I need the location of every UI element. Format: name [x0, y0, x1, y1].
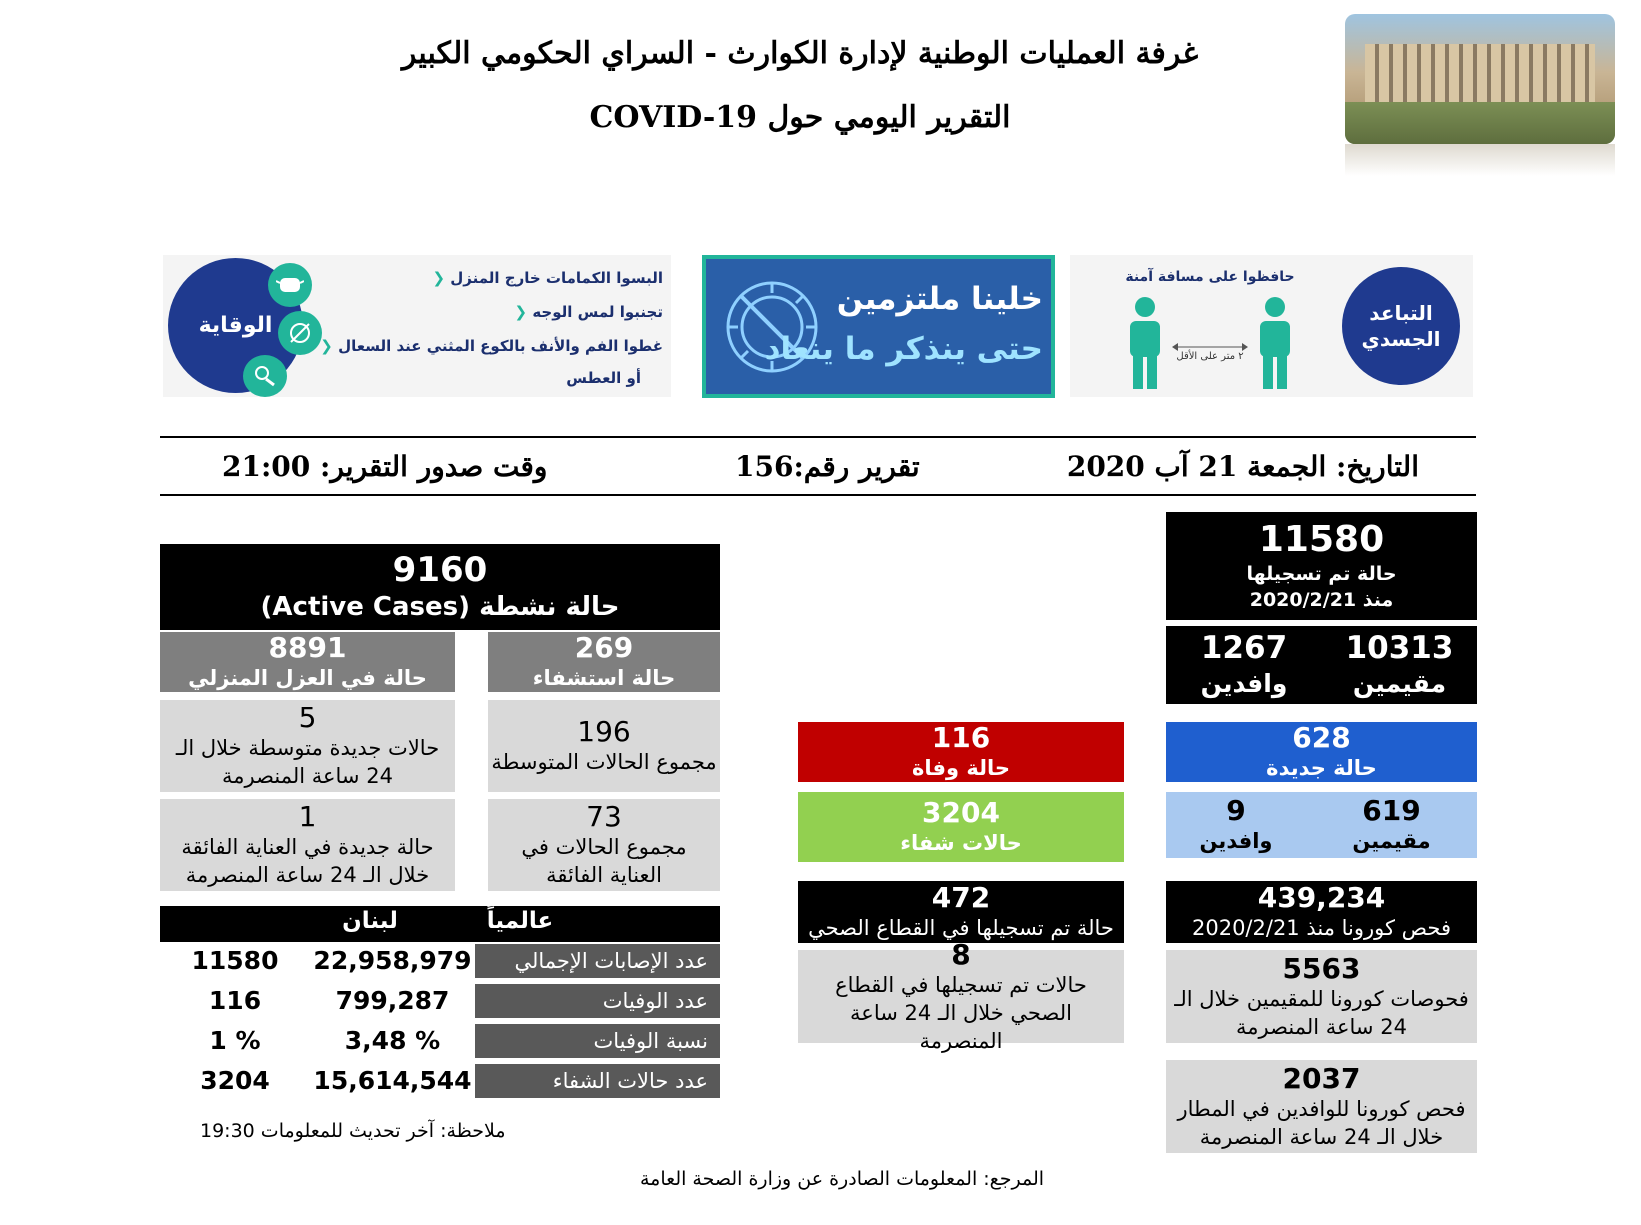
comparison-row — [160, 1064, 720, 1098]
home-isolation-label: حالة في العزل المنزلي — [188, 666, 427, 690]
total-cases-value: 11580 — [1258, 519, 1385, 560]
icu-total-value: 73 — [586, 800, 622, 833]
report-title: غرفة العمليات الوطنية لإدارة الكوارث - السراي الحكومي الكبير — [401, 36, 1199, 71]
palace-photo-reflection — [1345, 144, 1615, 176]
comparison-row-lebanon: 116 — [208, 986, 262, 1015]
tests-airport-label: فحص كورونا للوافدين في المطار خلال الـ 24 ساعة المنصرمة — [1177, 1096, 1466, 1149]
new-breakdown-box — [1166, 792, 1477, 858]
total-cases-since: منذ 2020/2/21 — [1249, 589, 1394, 611]
new-cases-box — [1166, 722, 1477, 782]
distancing-circle — [1342, 267, 1460, 385]
total-residents — [1322, 626, 1477, 704]
comparison-row-world: 15,614,544 — [313, 1066, 472, 1095]
total-arrivals — [1166, 626, 1322, 704]
prevention-item-face: تجنبوا لمس الوجه ❮ — [514, 303, 663, 321]
total-cases-box — [1166, 512, 1477, 620]
comparison-row-lebanon: 3204 — [200, 1066, 270, 1095]
distancing-caption: حافظوا على مسافة آمنة — [1125, 269, 1295, 285]
new-residents-label: مقيمين — [1352, 829, 1431, 853]
comparison-row-label: عدد الوفيات — [475, 984, 720, 1018]
tests-total-box — [1166, 881, 1477, 943]
moderate-total-value: 196 — [577, 715, 631, 748]
new-residents-value: 619 — [1362, 794, 1421, 827]
moderate-new-label: حالات جديدة متوسطة خلال الـ 24 ساعة المنصرمة — [175, 736, 440, 788]
total-residents-value: 10313 — [1345, 630, 1454, 666]
comparison-row-lebanon: 11580 — [191, 946, 279, 975]
commitment-line2: حتى ينذكر ما ينعاد — [764, 331, 1043, 367]
recovered-label: حالات شفاء — [900, 831, 1022, 855]
tests-residents-value: 5563 — [1282, 951, 1361, 985]
comparison-row — [160, 944, 720, 978]
total-residents-label: مقيمين — [1352, 669, 1447, 698]
active-cases-label: حالة نشطة (Active Cases) — [260, 592, 620, 622]
total-cases-label: حالة تم تسجيلها — [1246, 563, 1397, 585]
prevention-item-cough: غطوا الفم والأنف بالكوع المثني عند السعال ❮ — [320, 337, 663, 355]
tests-residents-box — [1166, 950, 1477, 1043]
col-world: عالمياً — [486, 908, 554, 934]
icu-new-label: حالة جديدة في العناية الفائقة خلال الـ 24 ساعة المنصرمة — [181, 835, 434, 887]
palace-photo — [1345, 14, 1615, 144]
distancing-circle-line2: الجسدي — [1361, 327, 1441, 351]
chevron-icon: ❮ — [432, 269, 446, 287]
comparison-row-world: 799,287 — [335, 986, 450, 1015]
new-cases-value: 628 — [1292, 721, 1351, 754]
report-time: وقت صدور التقرير: 21:00 — [222, 450, 548, 483]
icu-new-value: 1 — [298, 800, 317, 833]
distance-arrow-icon — [1172, 337, 1248, 347]
moderate-new-box — [160, 700, 455, 792]
health-sector-value: 472 — [931, 881, 991, 914]
divider-bottom — [160, 494, 1476, 496]
comparison-row-label: عدد الإصابات الإجمالي — [475, 944, 720, 978]
hospital-label: حالة استشفاء — [532, 666, 676, 690]
hospital-value: 269 — [574, 631, 634, 664]
source-note: المرجع: المعلومات الصادرة عن وزارة الصحة العامة — [640, 1168, 1045, 1190]
divider-top — [160, 436, 1476, 438]
chevron-icon: ❮ — [320, 337, 333, 355]
comparison-row-world: 3,48 % — [344, 1026, 441, 1055]
total-arrivals-label: وافدين — [1200, 669, 1288, 698]
total-breakdown-box — [1166, 626, 1477, 704]
icu-total-label: مجموع الحالات في العناية الفائقة — [521, 835, 687, 887]
comparison-row — [160, 1024, 720, 1058]
prevention-circle-label: الوقاية — [198, 313, 273, 338]
new-cases-label: حالة جديدة — [1266, 756, 1377, 780]
comparison-row-lebanon: 1 % — [209, 1026, 261, 1055]
health-sector-label: حالة تم تسجيلها في القطاع الصحي — [808, 916, 1114, 940]
icu-total-box — [488, 799, 720, 891]
tests-residents-label: فحوصات كورونا للمقيمين خلال الـ 24 ساعة المنصرمة — [1174, 986, 1469, 1039]
new-arrivals-label: وافدين — [1199, 829, 1273, 853]
hospital-box — [488, 632, 720, 692]
recovered-box — [798, 792, 1124, 862]
comparison-header — [160, 906, 720, 942]
moderate-total-label: مجموع الحالات المتوسطة — [491, 750, 717, 774]
health-sector-new-value: 8 — [951, 937, 971, 971]
commitment-banner — [702, 255, 1055, 398]
prevention-item-masks: البسوا الكمامات خارج المنزل ❮ — [432, 269, 663, 287]
health-sector-new-label: حالات تم تسجيلها في القطاع الصحي خلال الـ 24 ساعة المنصرمة — [835, 972, 1087, 1053]
moderate-total-box — [488, 700, 720, 792]
col-lebanon: لبنان — [342, 908, 398, 934]
icu-new-box — [160, 799, 455, 891]
report-number: تقرير رقم:156 — [735, 450, 920, 483]
prevention-banner — [163, 255, 671, 397]
tests-airport-value: 2037 — [1282, 1061, 1361, 1095]
tests-total-label: فحص كورونا منذ 2020/2/21 — [1191, 916, 1451, 940]
chevron-icon: ❮ — [514, 303, 528, 321]
health-sector-box — [798, 881, 1124, 943]
active-cases-box — [160, 544, 720, 630]
cough-elbow-icon — [243, 355, 287, 397]
deaths-label: حالة وفاة — [911, 756, 1011, 780]
new-arrivals-value: 9 — [1226, 794, 1246, 827]
no-touch-face-icon — [278, 311, 322, 355]
person-right-icon — [1250, 295, 1300, 391]
prevention-item-sneeze: أو العطس — [566, 369, 641, 387]
recovered-value: 3204 — [922, 796, 1000, 829]
comparison-row — [160, 984, 720, 1018]
commitment-line1: خلينا ملتزمين — [836, 281, 1043, 317]
distance-label: ٢ متر على الأقل — [1176, 351, 1244, 362]
distancing-banner — [1070, 255, 1473, 397]
moderate-new-value: 5 — [298, 701, 317, 734]
deaths-box — [798, 722, 1124, 782]
home-isolation-value: 8891 — [268, 631, 347, 664]
health-sector-new-box — [798, 937, 1124, 1053]
distancing-circle-line1: التباعد — [1369, 301, 1433, 325]
home-isolation-box — [160, 632, 455, 692]
tests-total-value: 439,234 — [1257, 881, 1386, 914]
mask-icon — [268, 263, 312, 307]
new-residents — [1306, 792, 1477, 858]
comparison-row-world: 22,958,979 — [313, 946, 472, 975]
tests-airport-box — [1166, 1060, 1477, 1153]
comparison-row-label: نسبة الوفيات — [475, 1024, 720, 1058]
person-left-icon — [1120, 295, 1170, 391]
update-note: ملاحظة: آخر تحديث للمعلومات 19:30 — [200, 1120, 506, 1142]
deaths-value: 116 — [931, 721, 991, 754]
new-arrivals — [1166, 792, 1306, 858]
report-subtitle: التقرير اليومي حول COVID-19 — [589, 100, 1011, 135]
report-date: التاريخ: الجمعة 21 آب 2020 — [1066, 450, 1419, 483]
comparison-row-label: عدد حالات الشفاء — [475, 1064, 720, 1098]
active-cases-value: 9160 — [392, 550, 488, 590]
total-arrivals-value: 1267 — [1200, 630, 1288, 666]
